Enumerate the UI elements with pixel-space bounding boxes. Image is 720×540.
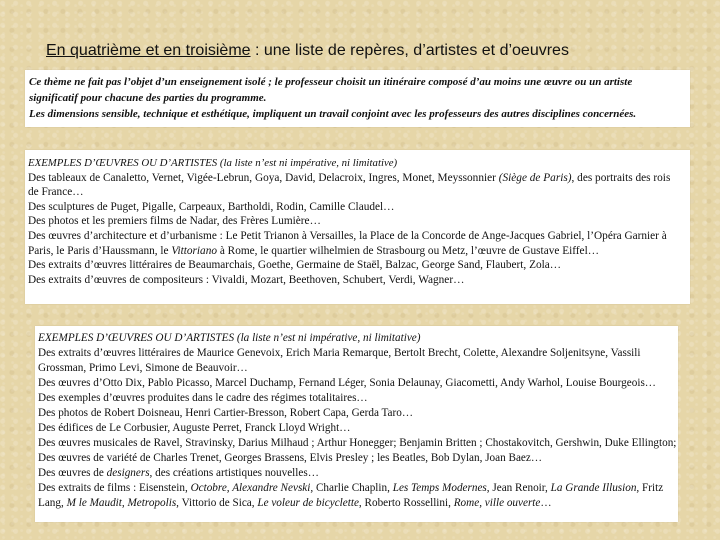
list-item xyxy=(38,466,678,481)
list-item xyxy=(38,361,678,376)
slide-title xyxy=(46,42,706,60)
list-item-segment: Des œuvres de variété de Charles Trenet, Georges Brassens, Elvis Presley ; les Beatles, Bob Dylan, Joan Baez… xyxy=(38,452,543,464)
intro-line: significatif pour chacune des parties du programme. xyxy=(29,92,267,104)
list-body xyxy=(28,171,690,288)
list-item-segment: Des extraits de films : Eisenstein, xyxy=(38,482,191,494)
intro-box xyxy=(25,70,690,127)
list-item xyxy=(38,421,678,436)
list-item-segment: Des œuvres d’Otto Dix, Pablo Picasso, Marcel Duchamp, Fernand Léger, Sonia Delaunay, Giacometti, Andy Warhol, Louise Bourgeois… xyxy=(38,377,656,389)
list-item-segment: Rome, ville ouverte xyxy=(453,497,541,509)
list-item-segment: Le voleur de bicyclette xyxy=(257,497,359,509)
list-item-segment: Fritz xyxy=(639,482,664,494)
list-item-segment: Des œuvres musicales de Ravel, Stravinsky, Darius Milhaud ; Arthur Honegger; Benjamin Britten ; Chostakovitch, Gershwin, Duke Ellington; xyxy=(38,437,677,449)
list-item-segment: Des édifices de Le Corbusier, Auguste Perret, Franck Lloyd Wright… xyxy=(38,422,351,434)
list-item xyxy=(28,185,690,200)
intro-line: Les dimensions sensible, technique et esthétique, impliquent un travail conjoint avec les professeurs des autres disciplines concernées. xyxy=(29,108,637,120)
list-item xyxy=(38,451,678,466)
list-item xyxy=(28,258,690,273)
list-item-segment: Des tableaux de Canaletto, Vernet, Vigée-Lebrun, Goya, David, Delacroix, Ingres, Monet, Meyssonnier xyxy=(28,171,499,184)
list-item xyxy=(28,214,690,229)
list-item xyxy=(38,376,678,391)
list-item-segment: La Grande Illusion, xyxy=(550,482,640,494)
list-item-segment: M le Maudit, Metropolis, xyxy=(66,497,179,509)
list-item-segment: à Rome, le quartier wilhelmien de Strasbourg ou Metz, l’œuvre de Gustave Eiffel… xyxy=(217,244,600,257)
list-item-segment: Paris, le Paris d’Haussmann, le xyxy=(28,244,172,257)
list-item xyxy=(28,244,690,259)
list-item-segment: Des œuvres de xyxy=(38,467,107,479)
list-item-segment: Lang, xyxy=(38,497,67,509)
list-item xyxy=(28,229,690,244)
list-item-segment: , Jean Renoir, xyxy=(486,482,551,494)
list-item-segment: Charlie Chaplin, xyxy=(313,482,393,494)
list-item-segment: … xyxy=(540,497,552,509)
list-item-segment: Des sculptures de Puget, Pigalle, Carpeaux, Bartholdi, Rodin, Camille Claudel… xyxy=(28,200,395,213)
list-item-segment: (Siège de Paris) xyxy=(498,171,572,184)
examples-list-fourth xyxy=(25,150,690,304)
list-heading: EXEMPLES D’ŒUVRES OU D’ARTISTES (la liste n’est ni impérative, ni limitative) xyxy=(38,332,421,344)
list-item-segment: designers, xyxy=(106,467,153,479)
list-item-segment: , Roberto Rossellini, xyxy=(358,497,454,509)
list-heading: EXEMPLES D’ŒUVRES OU D’ARTISTES (la liste n’est ni impérative, ni limitative) xyxy=(28,157,398,169)
list-item xyxy=(38,481,678,496)
list-item xyxy=(38,391,678,406)
list-item-segment: Des extraits d’œuvres littéraires de Maurice Genevoix, Erich Maria Remarque, Bertolt Brecht, Colette, Alexandre Soljenitsyne, Vassili xyxy=(38,347,641,359)
list-item xyxy=(38,496,678,511)
list-item-segment: Des extraits d’œuvres littéraires de Beaumarchais, Goethe, Germaine de Staël, Balzac, George Sand, Flaubert, Zola… xyxy=(28,259,562,272)
list-item-segment: Octobre, Alexandre Nevski, xyxy=(190,482,314,494)
list-item xyxy=(28,200,690,215)
list-item-segment: des créations artistiques nouvelles… xyxy=(152,467,319,479)
list-item-segment: Grossman, Primo Levi, Simone de Beauvoir… xyxy=(38,362,248,374)
list-item-segment: Des œuvres d’architecture et d’urbanisme : Le Petit Trianon à Versailles, la Place de la Concorde de Ange-Jacques Gabriel, l’Opéra Garnier à xyxy=(28,229,667,242)
examples-list-third xyxy=(35,326,678,522)
list-item-segment: Des photos de Robert Doisneau, Henri Cartier-Bresson, Robert Capa, Gerda Taro… xyxy=(38,407,414,419)
list-item-segment: Les Temps Modernes xyxy=(392,482,487,494)
slide-title-underlined: En quatrième et en troisième xyxy=(46,42,251,59)
list-item-segment: Des exemples d’œuvres produites dans le cadre des régimes totalitaires… xyxy=(38,392,368,404)
list-item xyxy=(38,436,678,451)
intro-line: Ce thème ne fait pas l’objet d’un enseignement isolé ; le professeur choisit un itinéraire composé d’au moins une œuvre ou un artiste xyxy=(29,76,633,88)
slide-title-rest: : une liste de repères, d’artistes et d’oeuvres xyxy=(250,42,569,59)
list-item-segment: de France… xyxy=(28,186,84,199)
list-item xyxy=(28,273,690,288)
list-item-segment: Vittoriano xyxy=(171,244,217,257)
list-item-segment: , des portraits des rois xyxy=(571,171,671,184)
list-item xyxy=(38,406,678,421)
list-item-segment: Vittorio de Sica, xyxy=(178,497,258,509)
list-item-segment: Des extraits d’œuvres de compositeurs : Vivaldi, Mozart, Beethoven, Schubert, Verdi, Wagner… xyxy=(28,273,465,286)
list-item xyxy=(38,346,678,361)
list-item-segment: Des photos et les premiers films de Nadar, des Frères Lumière… xyxy=(28,215,321,228)
list-body xyxy=(38,346,678,511)
list-item xyxy=(28,171,690,186)
